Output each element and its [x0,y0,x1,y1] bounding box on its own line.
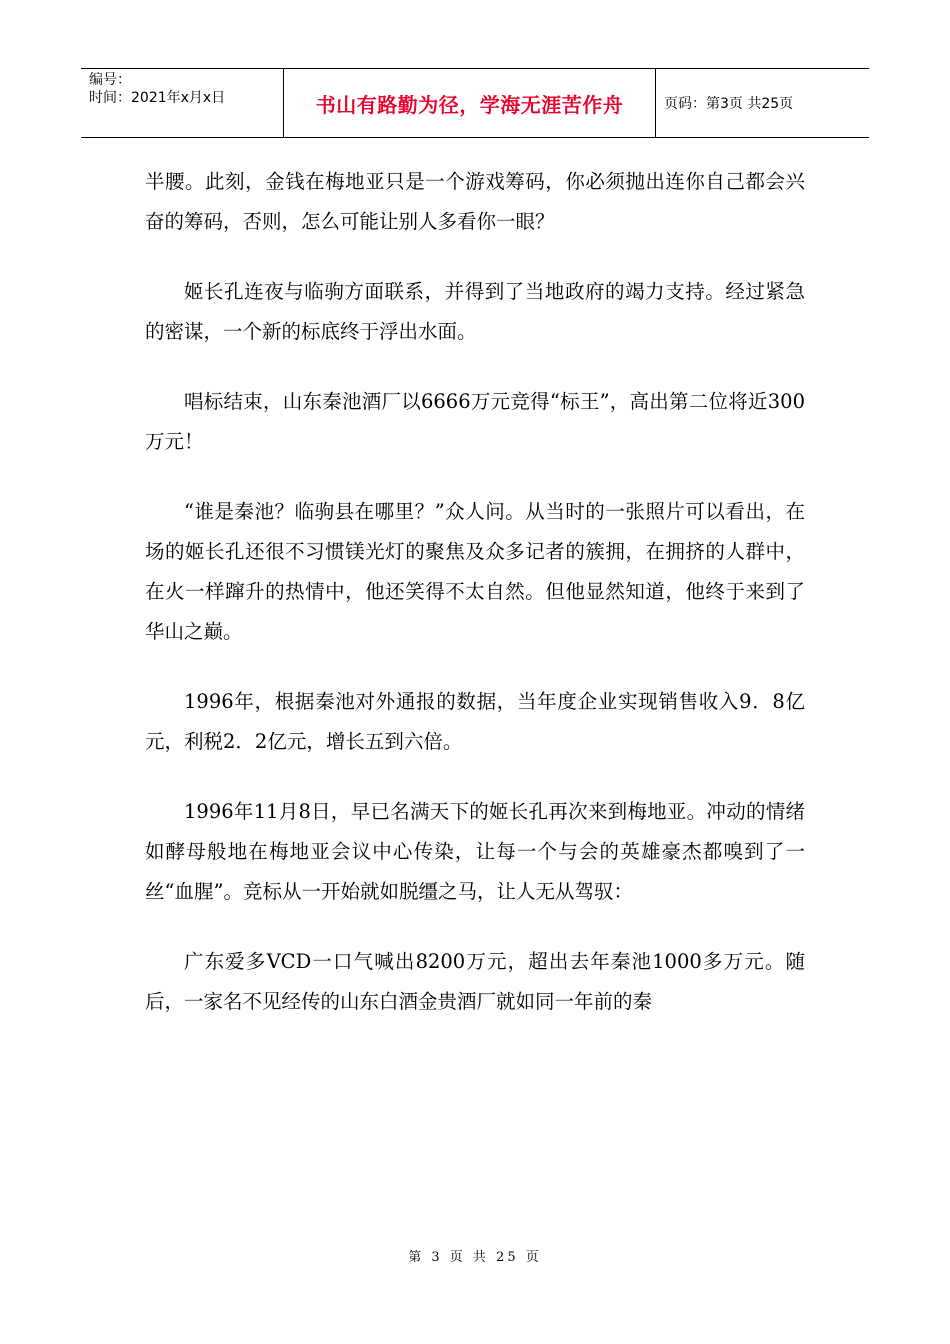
paragraph-6: 1996年11月8日，早已名满天下的姬长孔再次来到梅地亚。冲动的情绪如酵母般地在梅地亚会议中心传染，让每一个与会的英雄豪杰都嗅到了一丝“血腥”。竞标从一开始就如脱缰之马，让人无从驾驭： [145,800,805,903]
footer-page-number: 第 3 页 共 25 页 [408,1250,542,1265]
paragraph-1: 半腰。此刻，金钱在梅地亚只是一个游戏筹码，你必须抛出连你自己都会兴奋的筹码，否则，怎么可能让别人多看你一眼？ [145,170,805,233]
header-page-info: 页码：第3页 共25页 [664,96,794,112]
page-footer [0,1246,950,1265]
document-time-label: 时间：2021年x月x日 [89,90,226,106]
paragraph-4: “谁是秦池？临驹县在哪里？”众人问。从当时的一张照片可以看出，在场的姬长孔还很不习惯镁光灯的聚焦及众多记者的簇拥，在拥挤的人群中，在火一样蹿升的热情中，他还笑得不太自然。但他显然知道，他终于来到了华山之巅。 [145,500,805,643]
document-body [145,162,805,1052]
header-meta-cell [81,69,284,137]
paragraph-5: 1996年，根据秦池对外通报的数据，当年度企业实现销售收入9．8亿元，利税2．2亿元，增长五到六倍。 [145,690,805,753]
document-header [81,68,869,138]
paragraph-2: 姬长孔连夜与临驹方面联系，并得到了当地政府的竭力支持。经过紧急的密谋，一个新的标底终于浮出水面。 [145,280,805,343]
header-motto: 书山有路勤为径，学海无涯苦作舟 [315,92,624,117]
paragraph-7: 广东爱多VCD一口气喊出8200万元，超出去年秦池1000多万元。随后，一家名不见经传的山东白酒金贵酒厂就如同一年前的秦 [145,950,805,1013]
header-motto-cell [284,69,656,137]
paragraph-3: 唱标结束，山东秦池酒厂以6666万元竞得“标王”，高出第二位将近300万元！ [145,390,805,453]
document-number-label: 编号： [89,72,131,88]
